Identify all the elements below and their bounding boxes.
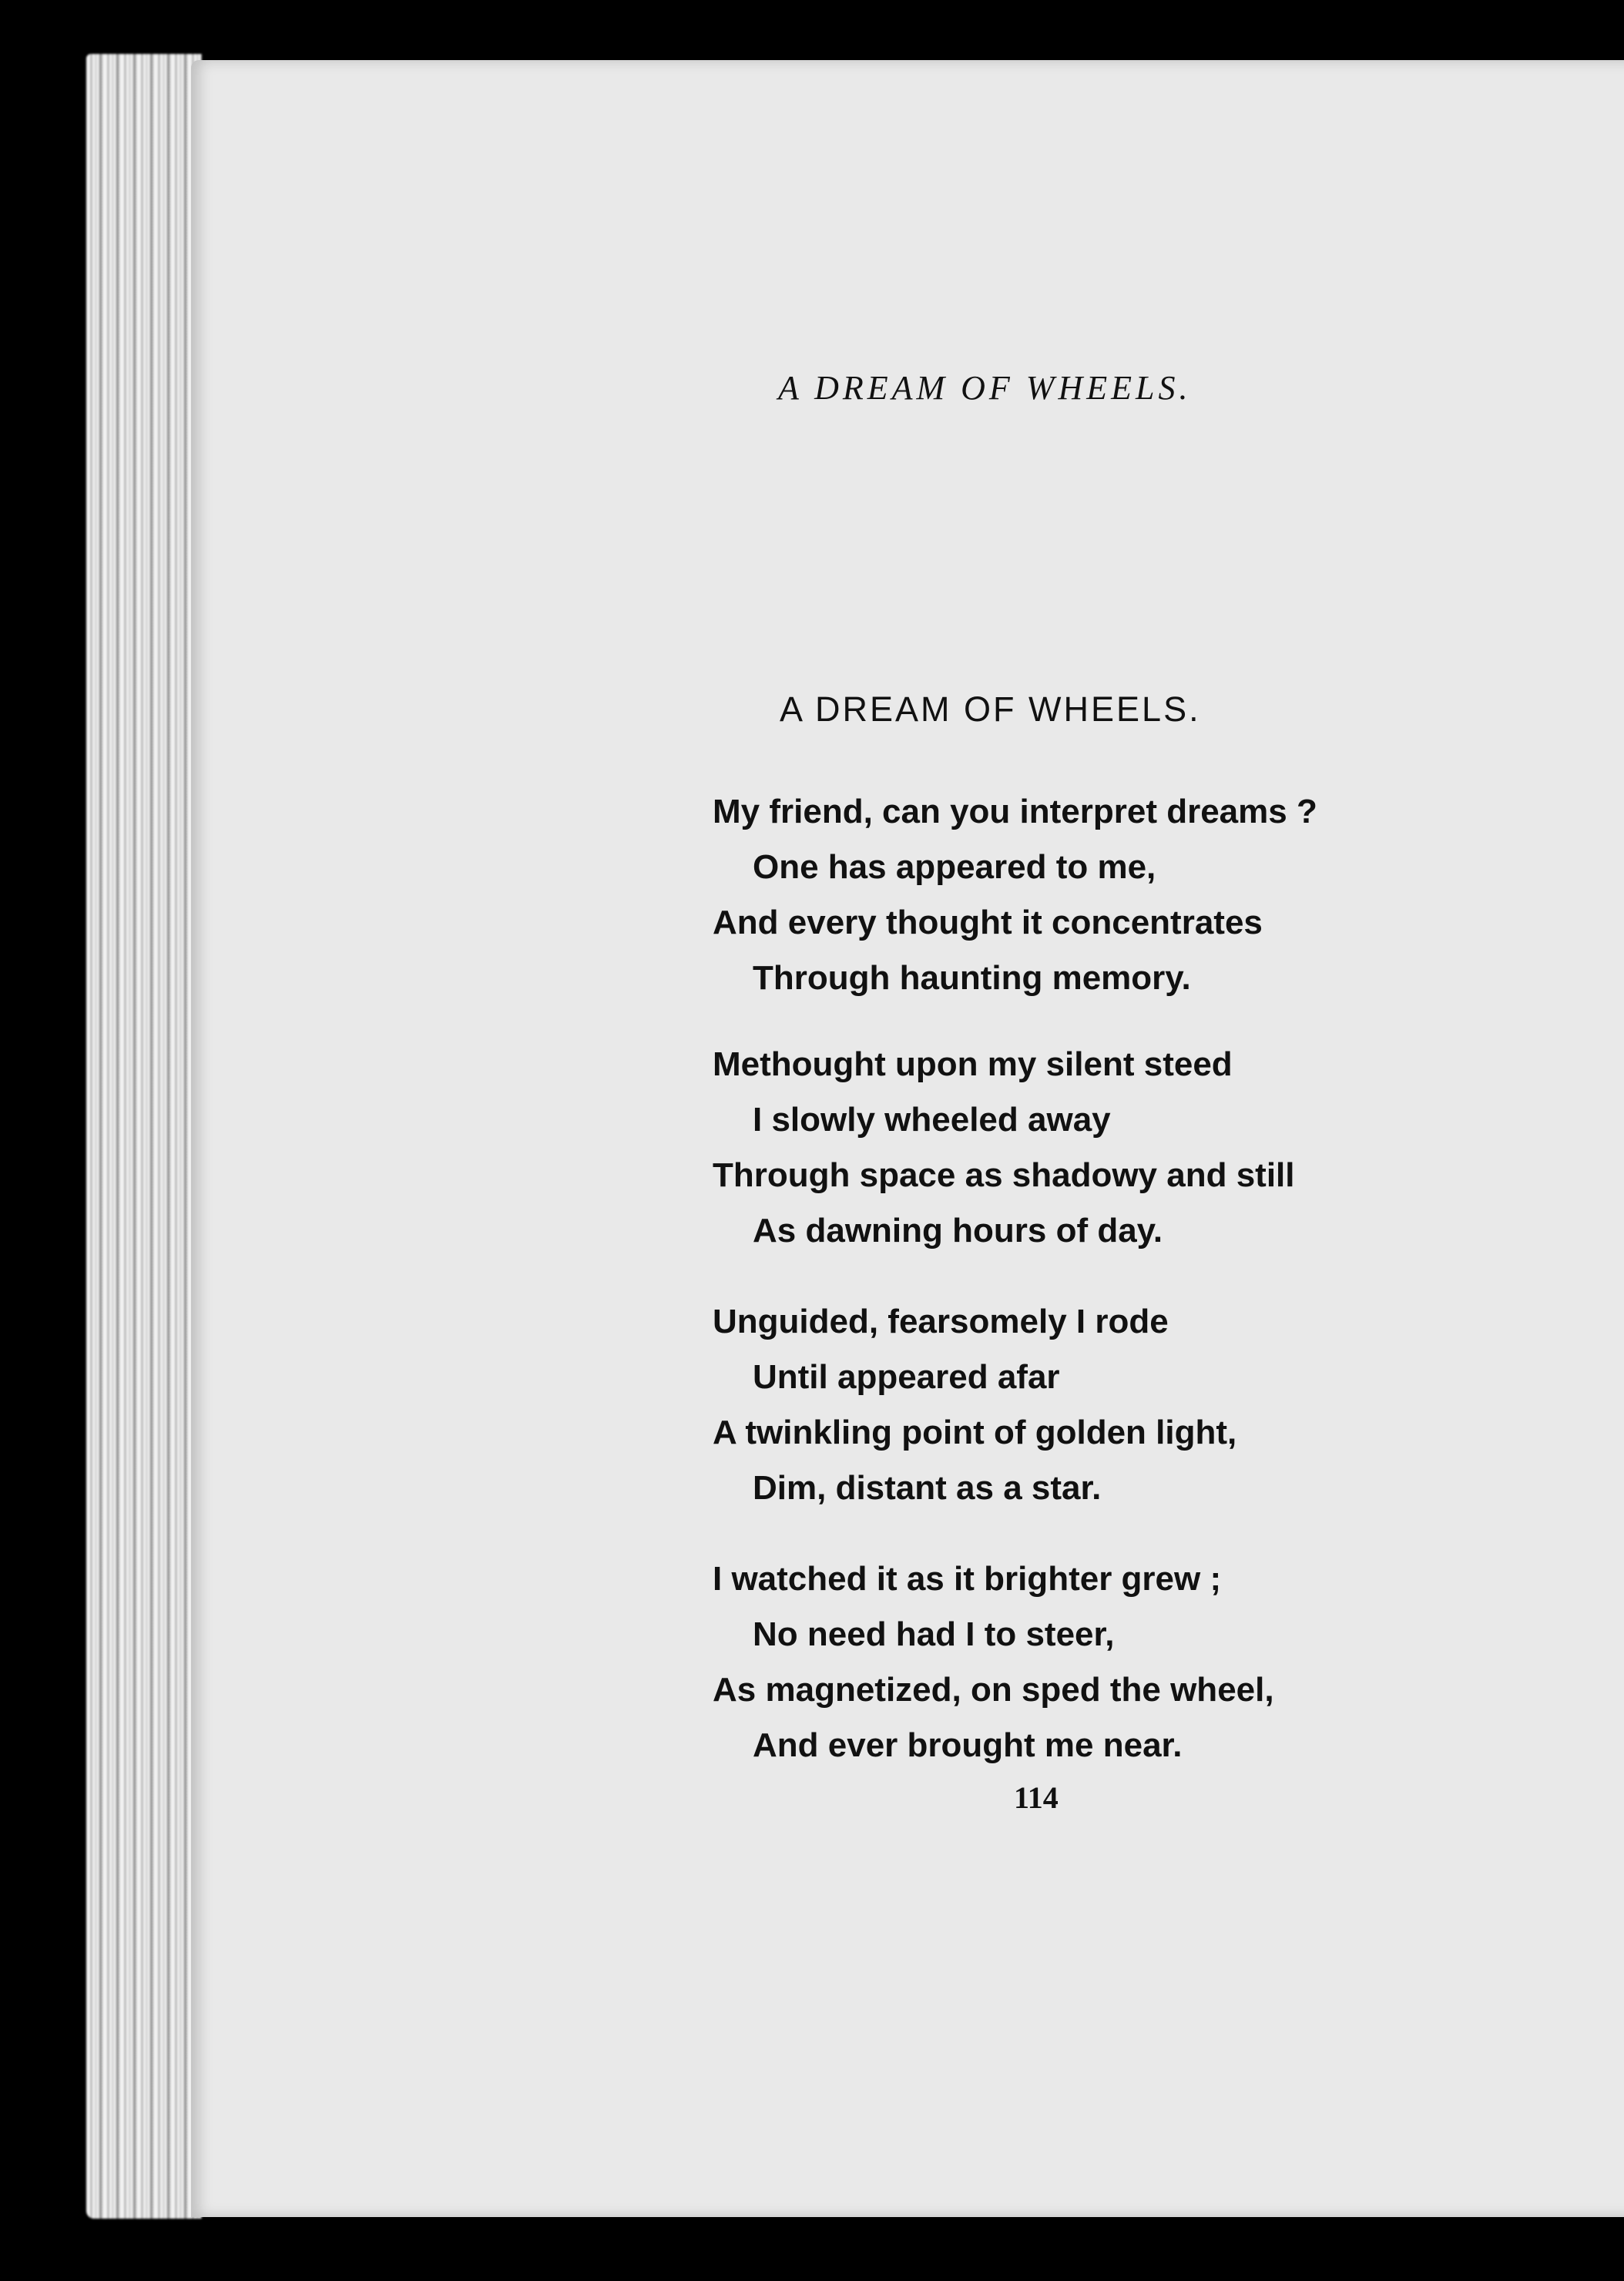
- poem-line: Methought upon my silent steed: [713, 1045, 1233, 1083]
- poem-line: One has appeared to me,: [753, 848, 1156, 886]
- stanza-2: [713, 1037, 1406, 1259]
- poem-line: Unguided, fearsomely I rode: [713, 1303, 1169, 1340]
- stanza-1: [713, 784, 1406, 1006]
- poem-line: And ever brought me near.: [753, 1726, 1183, 1764]
- poem-line: And every thought it concentrates: [713, 904, 1263, 941]
- poem-title: A DREAM OF WHEELS.: [780, 689, 1201, 729]
- poem-line: Through space as shadowy and still: [713, 1156, 1295, 1194]
- poem-line: I watched it as it brighter grew ;: [713, 1560, 1222, 1598]
- poem-line: My friend, can you interpret dreams ?: [713, 793, 1317, 830]
- poem-line: I slowly wheeled away: [753, 1101, 1111, 1139]
- poem-line: Through haunting memory.: [753, 959, 1191, 997]
- poem-line: Until appeared afar: [753, 1358, 1060, 1396]
- page-edge-stack: [86, 54, 202, 2219]
- poem-line: Dim, distant as a star.: [753, 1469, 1102, 1507]
- poem-line: No need had I to steer,: [753, 1615, 1115, 1653]
- running-head: A DREAM OF WHEELS.: [778, 369, 1192, 407]
- stanza-3: [713, 1294, 1406, 1516]
- page-number: 114: [1014, 1780, 1059, 1815]
- poem-line: As magnetized, on sped the wheel,: [713, 1671, 1274, 1709]
- poem-line: As dawning hours of day.: [753, 1212, 1163, 1250]
- poem-line: A twinkling point of golden light,: [713, 1414, 1237, 1451]
- stanza-4: [713, 1551, 1406, 1773]
